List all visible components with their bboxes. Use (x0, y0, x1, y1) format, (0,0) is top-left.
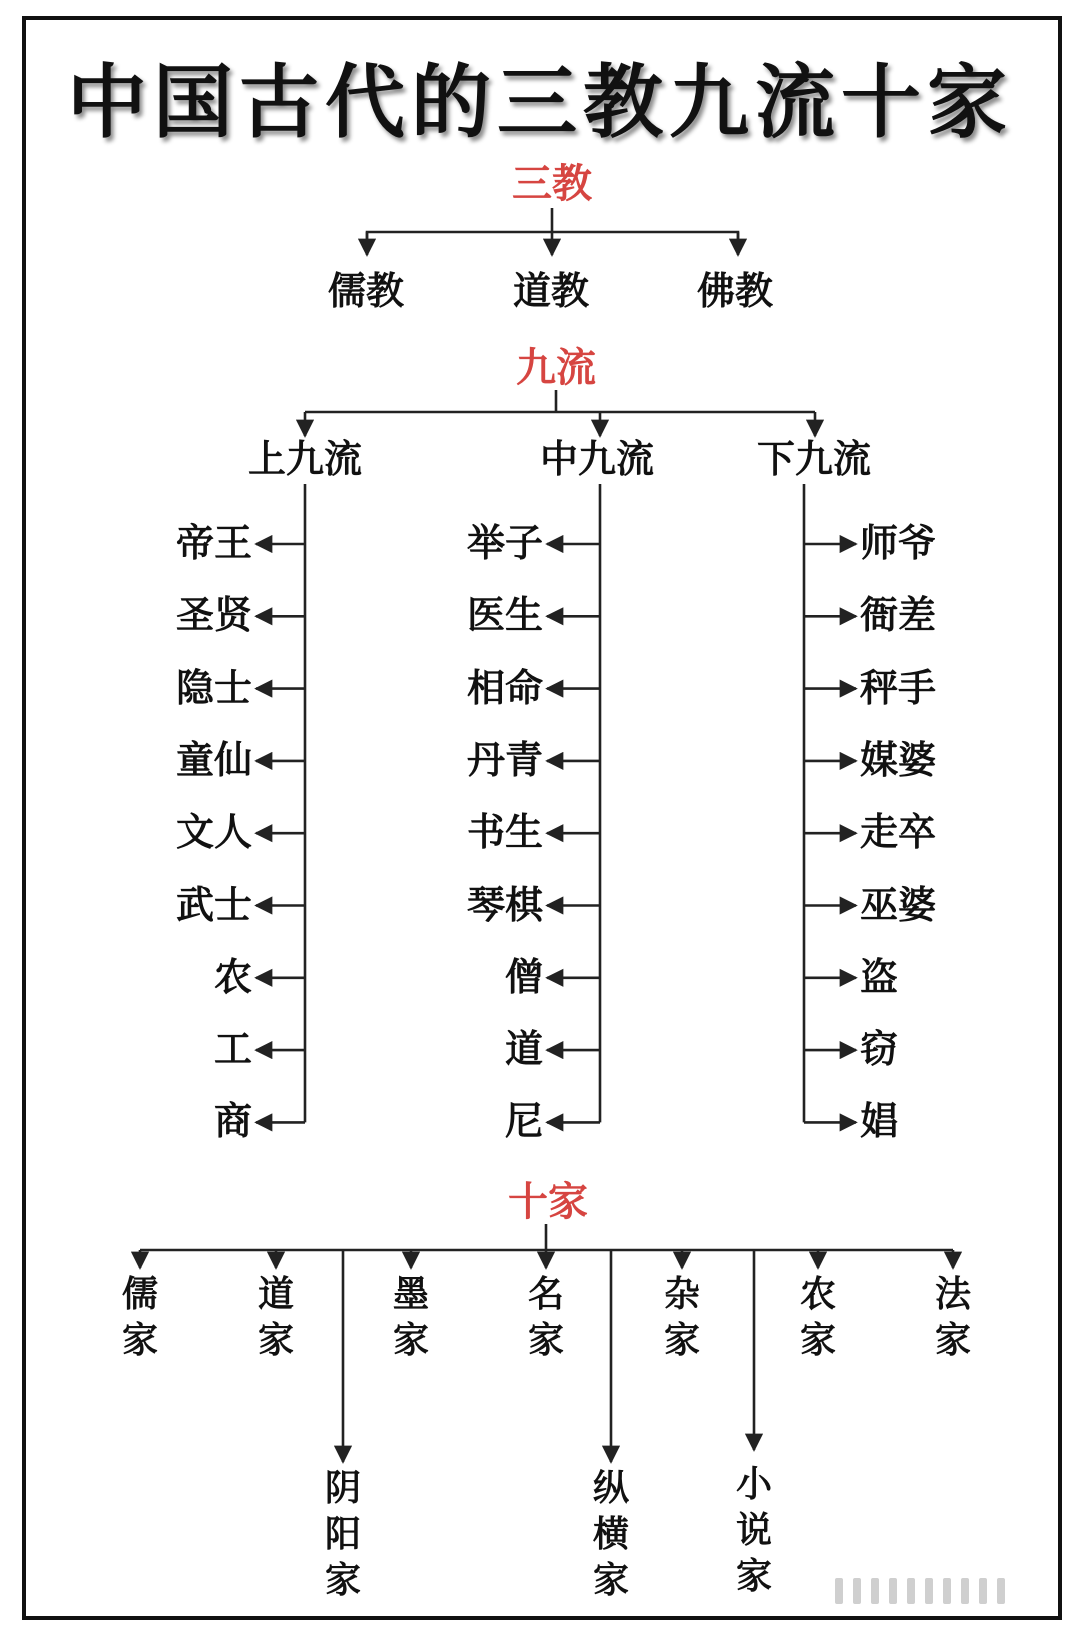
jiu-liu-middle-item: 尼 (504, 1099, 543, 1144)
shi-jia-item: 法家 (934, 1274, 971, 1361)
jiu-liu-lower-item: 娼 (860, 1099, 899, 1144)
shi-jia-item: 小说家 (735, 1464, 772, 1597)
jiu-liu-lower-item: 媒婆 (860, 737, 937, 782)
jiu-liu-middle-item: 道 (504, 1027, 543, 1072)
shi-jia-item: 儒家 (121, 1274, 158, 1361)
shi-jia-item: 道家 (257, 1274, 294, 1361)
jiu-liu-upper-item: 童仙 (175, 737, 252, 782)
jiu-liu-middle-item: 丹青 (466, 737, 543, 782)
jiu-liu-upper-item: 圣贤 (175, 593, 252, 638)
jiu-liu-middle-item: 举子 (466, 521, 543, 565)
page-title: 中国古代的三教九流十家 (67, 56, 1013, 149)
jiu-liu-lower-item: 窃 (860, 1027, 899, 1072)
jiu-liu-lower-item: 师爷 (860, 521, 937, 565)
jiu-liu-middle-item: 琴棋 (466, 882, 543, 927)
jiu-liu-lower-item: 盗 (860, 954, 899, 999)
jiu-liu-middle-item: 相命 (466, 665, 543, 710)
san-jiao-item-fojiao: 佛教 (697, 269, 774, 313)
shi-jia-item: 农家 (799, 1274, 836, 1361)
shi-jia-item: 名家 (527, 1274, 564, 1361)
shi-jia-item: 阴阳家 (324, 1468, 361, 1601)
jiu-liu-middle-item: 书生 (466, 810, 543, 855)
jiu-liu-middle-item: 医生 (466, 593, 543, 638)
jiu-liu-group-upper: 上九流 (248, 437, 363, 481)
jiu-liu-upper-item: 文人 (175, 810, 252, 855)
jiu-liu-upper-item: 帝王 (175, 521, 252, 565)
san-jiao-item-rujiao: 儒教 (328, 269, 405, 313)
shi-jia-item: 墨家 (392, 1274, 429, 1361)
jiu-liu-lower-item: 衙差 (860, 593, 937, 638)
jiu-liu-group-lower: 下九流 (757, 437, 872, 481)
jiu-liu-lower-item: 巫婆 (860, 882, 937, 927)
jiu-liu-upper-item: 商 (213, 1099, 252, 1144)
jiu-liu-heading: 九流 (516, 345, 596, 391)
jiu-liu-middle-item: 僧 (504, 954, 543, 999)
jiu-liu-lower-item: 走卒 (860, 810, 937, 855)
jiu-liu-lower-item: 秤手 (860, 665, 937, 710)
jiu-liu-upper-item: 工 (213, 1027, 252, 1072)
jiu-liu-upper-item: 隐士 (175, 665, 252, 710)
san-jiao-heading: 三教 (512, 161, 592, 207)
shi-jia-item: 杂家 (663, 1274, 700, 1361)
san-jiao-item-daojiao: 道教 (513, 269, 590, 313)
watermark (835, 1578, 1015, 1608)
jiu-liu-upper-item: 武士 (175, 882, 252, 927)
shi-jia-item: 纵横家 (592, 1468, 629, 1601)
jiu-liu-upper-item: 农 (213, 954, 252, 999)
jiu-liu-group-middle: 中九流 (540, 437, 655, 481)
shi-jia-heading: 十家 (508, 1179, 588, 1225)
